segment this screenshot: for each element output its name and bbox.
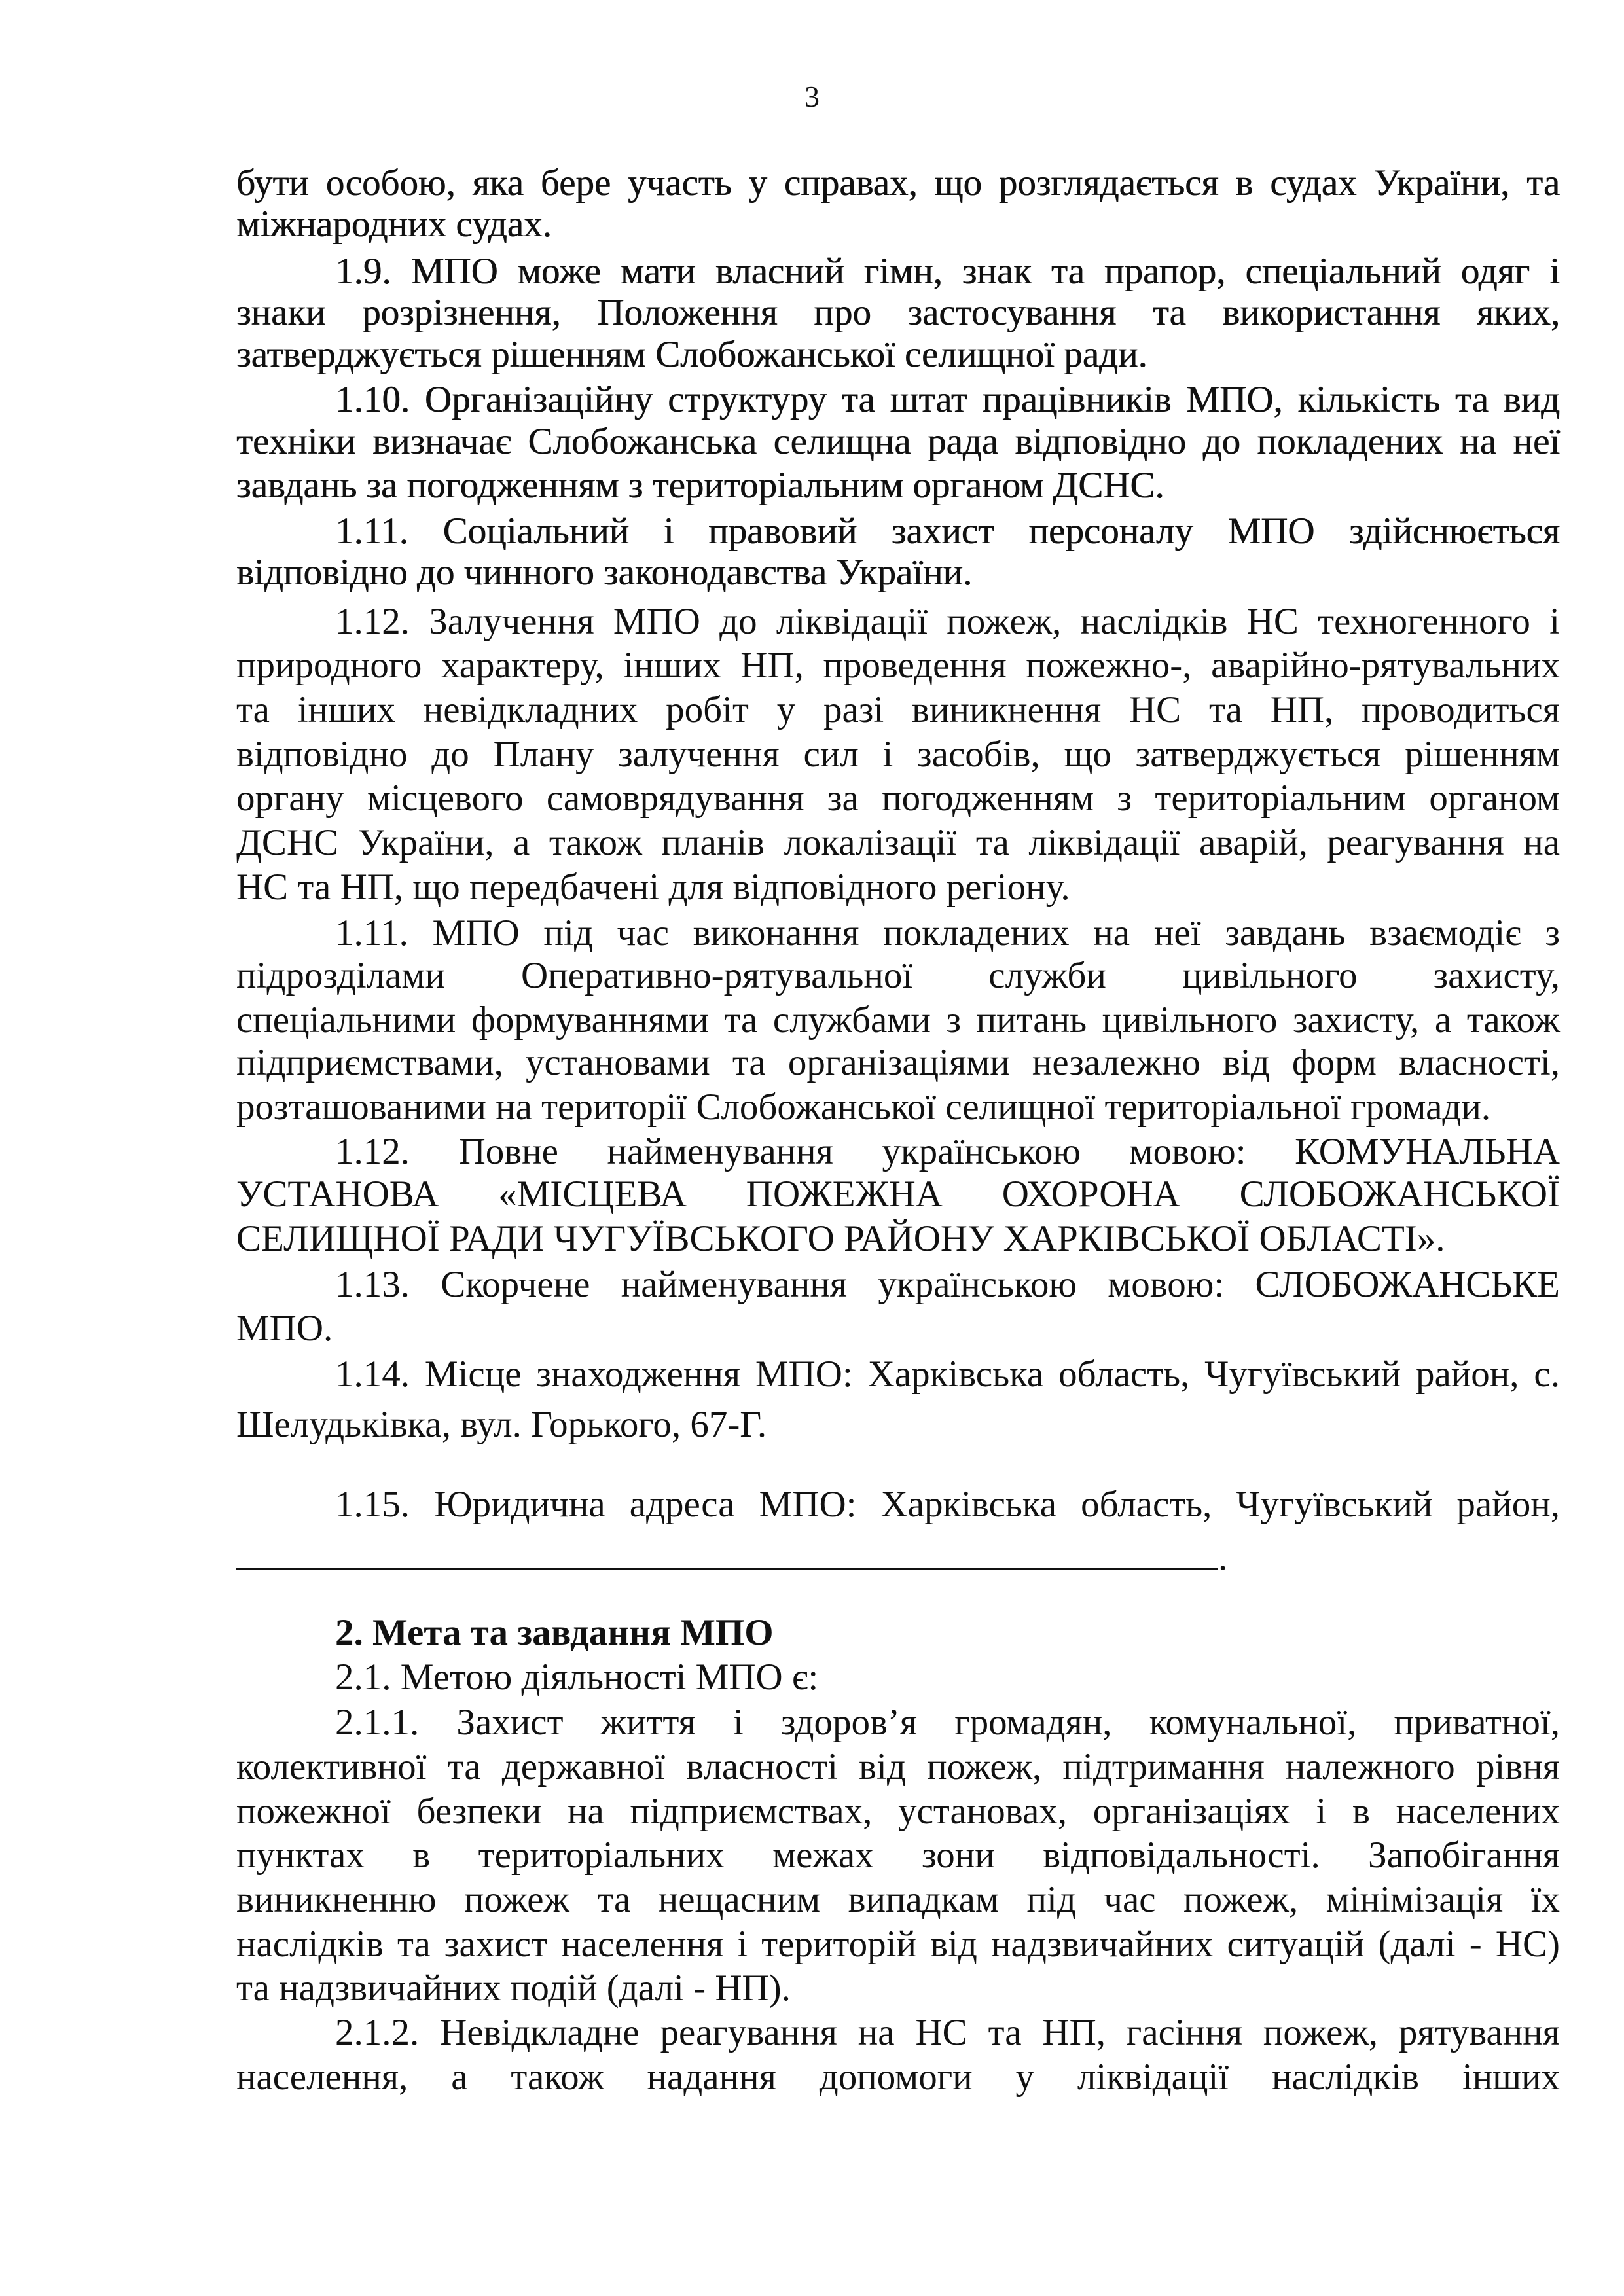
text-line: 1.11. МПО під час виконання покладених на неї завдань взаємодіє з <box>335 912 1560 954</box>
text-line: 1.13. Скорчене найменування українською мовою: СЛОБОЖАНСЬКЕ <box>335 1264 1560 1305</box>
text-line: затверджується рішенням Слобожанської селищної ради. <box>236 334 1147 375</box>
text-line: 1.15. Юридична адреса МПО: Харківська область, Чугуївський район, <box>335 1484 1560 1525</box>
text-line: природного характеру, інших НП, проведення пожежно-, аварійно-рятувальних <box>236 645 1560 686</box>
page-number: 3 <box>804 80 820 113</box>
text-line: СЕЛИЩНОЇ РАДИ ЧУГУЇВСЬКОГО РАЙОНУ ХАРКІВСЬКОЇ ОБЛАСТІ». <box>236 1218 1445 1259</box>
text-line: 2.1. Метою діяльності МПО є: <box>335 1657 819 1698</box>
text-line: НС та НП, що передбачені для відповідного регіону. <box>236 867 1070 908</box>
text-line: розташованими на території Слобожанської селищної територіальної громади. <box>236 1086 1491 1128</box>
text-line: пожежної безпеки на підприємствах, установах, організаціях і в населених <box>236 1791 1560 1832</box>
text-line: 1.12. Повне найменування українською мовою: КОМУНАЛЬНА <box>335 1131 1560 1172</box>
text-line: та надзвичайних подій (далі - НП). <box>236 1967 791 2009</box>
text-line: 1.10. Організаційну структуру та штат працівників МПО, кількість та вид <box>335 379 1560 420</box>
text-line: завдань за погодженням з територіальним органом ДСНС. <box>236 465 1164 506</box>
text-line: наслідків та захист населення і територій від надзвичайних ситуацій (далі - НС) <box>236 1924 1560 1965</box>
address-blank-line <box>236 1536 1218 1570</box>
text-line: підрозділами Оперативно-рятувальної служби цивільного захисту, <box>236 955 1560 996</box>
text-line: 2.1.1. Захист життя і здоров’я громадян, комунальної, приватної, <box>335 1702 1560 1743</box>
text-line: 2.1.2. Невідкладне реагування на НС та НП, гасіння пожеж, рятування <box>335 2012 1560 2053</box>
text-line: колективної та державної власності від пожеж, підтримання належного рівня <box>236 1746 1560 1787</box>
text-line: відповідно до чинного законодавства України. <box>236 552 973 593</box>
text-line: населення, а також надання допомоги у ліквідації наслідків інших <box>236 2056 1560 2098</box>
text-line: ДСНС України, а також планів локалізації та ліквідації аварій, реагування на <box>236 822 1560 863</box>
text-line: 1.9. МПО може мати власний гімн, знак та прапор, спеціальний одяг і <box>335 251 1560 292</box>
text-line: 1.12. Залучення МПО до ліквідації пожеж, наслідків НС техногенного і <box>335 601 1560 642</box>
text-line: МПО. <box>236 1308 333 1349</box>
text-line: підприємствами, установами та організаціями незалежно від форм власності, <box>236 1042 1560 1083</box>
text-line: виникненню пожеж та нещасним випадкам під час пожеж, мінімізація їх <box>236 1879 1560 1920</box>
text-line <box>236 1535 1560 1580</box>
text-line: міжнародних судах. <box>236 204 552 245</box>
text-line: відповідно до Плану залучення сил і засобів, що затверджується рішенням <box>236 734 1560 775</box>
text-line: та інших невідкладних робіт у разі виникнення НС та НП, проводиться <box>236 689 1560 730</box>
text-line: техніки визначає Слобожанська селищна рада відповідно до покладених на неї <box>236 421 1560 462</box>
text-line: Шелудьківка, вул. Горького, 67-Г. <box>236 1404 767 1445</box>
text-line: УСТАНОВА «МІСЦЕВА ПОЖЕЖНА ОХОРОНА СЛОБОЖАНСЬКОЇ <box>236 1174 1560 1215</box>
text-line: бути особою, яка бере участь у справах, що розглядається в судах України, та <box>236 162 1560 204</box>
text-fragment: . <box>1218 1537 1228 1578</box>
text-line: 1.11. Соціальний і правовий захист персоналу МПО здійснюється <box>335 511 1560 552</box>
text-line: органу місцевого самоврядування за погодженням з територіальним органом <box>236 778 1560 819</box>
text-line: спеціальними формуваннями та службами з питань цивільного захисту, а також <box>236 999 1560 1041</box>
section-heading: 2. Мета та завдання МПО <box>335 1612 774 1653</box>
text-line: 1.14. Місце знаходження МПО: Харківська область, Чугуївський район, с. <box>335 1354 1560 1395</box>
text-line: знаки розрізнення, Положення про застосування та використання яких, <box>236 292 1560 333</box>
text-line: пунктах в територіальних межах зони відповідальності. Запобігання <box>236 1835 1560 1876</box>
